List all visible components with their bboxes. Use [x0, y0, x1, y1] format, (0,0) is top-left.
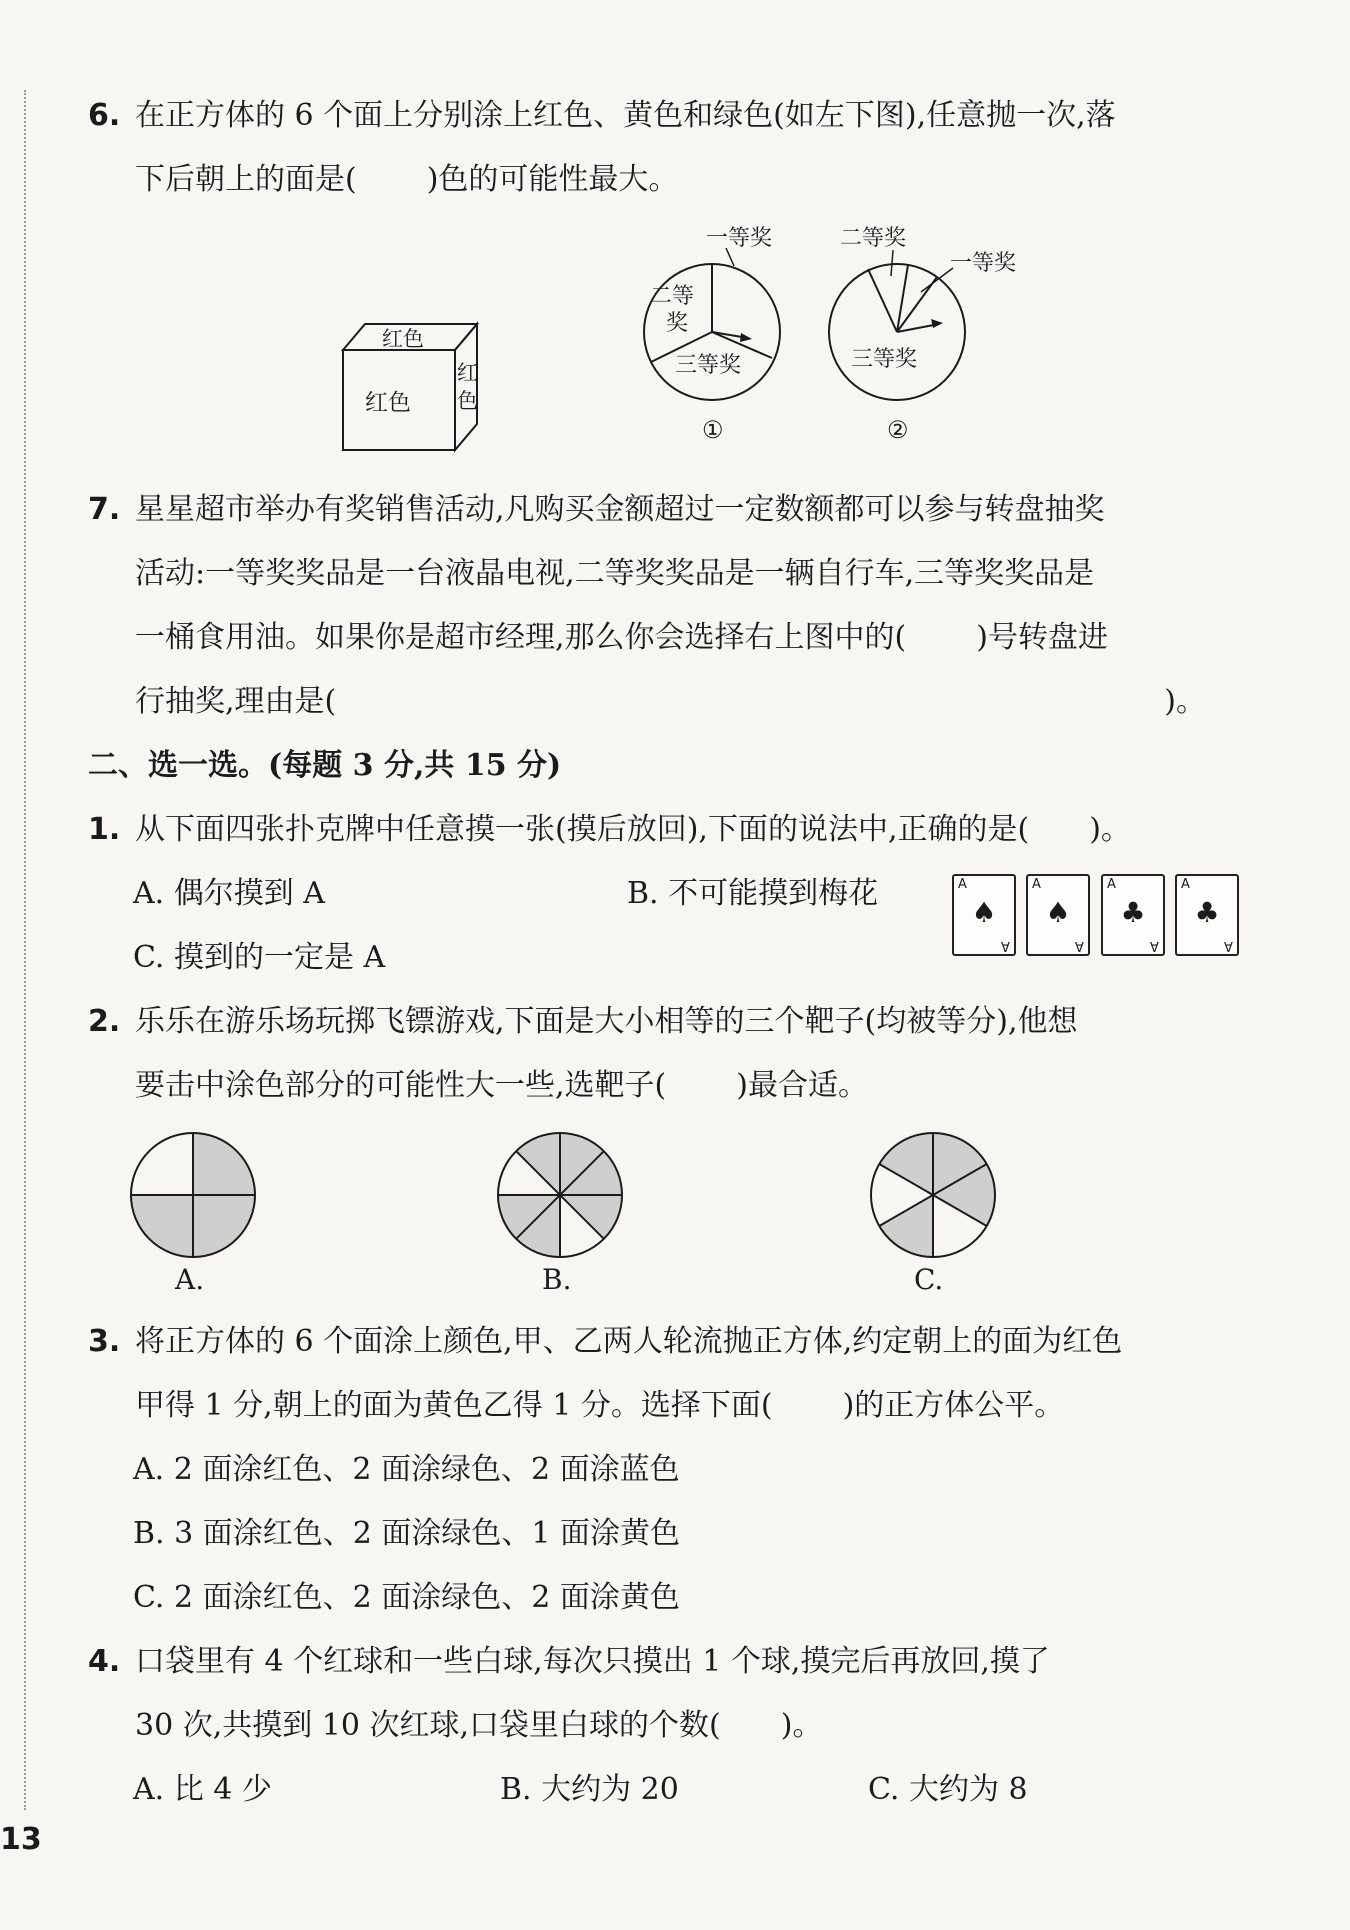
s2-question-4-option-a: A. 比 4 少: [133, 1772, 272, 1807]
s2-question-4-option-b: B. 大约为 20: [500, 1772, 679, 1807]
question-7-text-a: 一桶食用油。如果你是超市经理,那么你会选择右上图中的(: [135, 620, 907, 655]
spinner-2-caption: ②: [887, 416, 909, 444]
binding-margin-line: [24, 90, 26, 1810]
section-2-title: 二、选一选。(每题 3 分,共 15 分): [88, 748, 562, 783]
s2-question-1-option-c: C. 摸到的一定是 A: [133, 940, 386, 975]
card-rank-inverted: A: [1224, 938, 1233, 953]
s2-question-4-text-b: )。: [780, 1708, 823, 1743]
cube-side-label-2: 色: [457, 389, 478, 413]
cube-figure: [335, 320, 485, 455]
s2-question-3-option-a: A. 2 面涂红色、2 面涂绿色、2 面涂蓝色: [133, 1452, 680, 1487]
card-rank: A: [1032, 877, 1041, 892]
spinner-1-label-first: 一等奖: [706, 226, 773, 251]
club-icon: ♣: [1120, 896, 1146, 929]
spinner-1-label-second-a: 二等: [650, 284, 695, 309]
target-c-label: C.: [914, 1263, 944, 1296]
s2-question-1-text-a: 从下面四张扑克牌中任意摸一张(摸后放回),下面的说法中,正确的是(: [135, 812, 1030, 847]
spinner-2-label-first: 一等奖: [950, 251, 1017, 276]
cube-top-label: 红色: [382, 327, 424, 351]
spinner-1: [630, 220, 810, 460]
s2-question-2-line-1: 乐乐在游乐场玩掷飞镖游戏,下面是大小相等的三个靶子(均被等分),他想: [135, 1004, 1078, 1039]
s2-question-4-line-1: 口袋里有 4 个红球和一些白球,每次只摸出 1 个球,摸完后再放回,摸了: [135, 1644, 1050, 1679]
card-rank: A: [1107, 877, 1116, 892]
s2-question-4-line-2: [135, 1706, 822, 1746]
s2-question-2-text-a: 要击中涂色部分的可能性大一些,选靶子(: [135, 1068, 667, 1103]
spinner-2: [815, 220, 1045, 460]
question-7-text-d: )。: [1164, 684, 1206, 719]
s2-question-1-line-1: [135, 810, 1131, 850]
s2-question-1-option-b: B. 不可能摸到梅花: [627, 876, 879, 911]
cube-front-label: 红色: [365, 390, 411, 416]
s2-question-3-line-2: [135, 1386, 1064, 1426]
question-7-line-1: 星星超市举办有奖销售活动,凡购买金额超过一定数额都可以参与转盘抽奖: [135, 492, 1105, 527]
s2-question-3-text-b: )的正方体公平。: [842, 1388, 1065, 1423]
s2-question-3-text-a: 甲得 1 分,朝上的面为黄色乙得 1 分。选择下面(: [135, 1388, 773, 1423]
playing-card: [1175, 874, 1239, 956]
target-b: [495, 1130, 625, 1260]
s2-question-2-text-b: )最合适。: [736, 1068, 868, 1103]
target-a-label: A.: [175, 1263, 205, 1296]
spinner-2-label-third: 三等奖: [851, 347, 918, 372]
playing-card: [952, 874, 1016, 956]
question-6-line-2: [135, 160, 678, 200]
spinner-1-label-second-b: 奖: [666, 311, 689, 336]
card-rank-inverted: A: [1001, 938, 1010, 953]
club-icon: ♣: [1194, 896, 1220, 929]
s2-question-3-option-b: B. 3 面涂红色、2 面涂绿色、1 面涂黄色: [133, 1516, 680, 1551]
s2-question-2-line-2: [135, 1066, 868, 1106]
s2-question-1-text-b: )。: [1089, 812, 1131, 847]
question-7-line-4: [135, 682, 1206, 722]
s2-question-4-option-c: C. 大约为 8: [868, 1772, 1028, 1807]
spade-icon: ♠: [1045, 896, 1071, 929]
card-rank: A: [958, 877, 967, 892]
card-rank: A: [1181, 877, 1190, 892]
question-6-text-a: 下后朝上的面是(: [135, 162, 357, 197]
spade-icon: ♠: [971, 896, 997, 929]
s2-question-1-number: 1.: [88, 812, 121, 847]
spinner-1-label-third: 三等奖: [675, 353, 742, 378]
target-c: [868, 1130, 998, 1260]
playing-card: [1101, 874, 1165, 956]
question-6-line-1: 在正方体的 6 个面上分别涂上红色、黄色和绿色(如左下图),任意抛一次,落: [135, 98, 1116, 133]
question-7-line-2: 活动:一等奖奖品是一台液晶电视,二等奖奖品是一辆自行车,三等奖奖品是: [135, 556, 1095, 591]
s2-question-3-line-1: 将正方体的 6 个面涂上颜色,甲、乙两人轮流抛正方体,约定朝上的面为红色: [135, 1324, 1123, 1359]
question-7-text-b: )号转盘进: [976, 620, 1108, 655]
question-7-text-c: 行抽奖,理由是(: [135, 684, 337, 719]
card-rank-inverted: A: [1150, 938, 1159, 953]
target-b-label: B.: [542, 1263, 572, 1296]
question-7-line-3: [135, 618, 1108, 658]
s2-question-4-text-a: 30 次,共摸到 10 次红球,口袋里白球的个数(: [135, 1708, 721, 1743]
question-7-number: 7.: [88, 492, 121, 527]
question-6-number: 6.: [88, 98, 121, 133]
page-number: 13: [0, 1822, 42, 1857]
s2-question-2-number: 2.: [88, 1004, 121, 1039]
spinner-2-label-second: 二等奖: [840, 226, 907, 251]
target-a: [128, 1130, 258, 1260]
s2-question-3-option-c: C. 2 面涂红色、2 面涂绿色、2 面涂黄色: [133, 1580, 680, 1615]
s2-question-3-number: 3.: [88, 1324, 121, 1359]
playing-card: [1026, 874, 1090, 956]
spinner-1-caption: ①: [702, 416, 724, 444]
card-rank-inverted: A: [1075, 938, 1084, 953]
question-6-text-b: )色的可能性最大。: [426, 162, 679, 197]
s2-question-1-option-a: A. 偶尔摸到 A: [133, 876, 325, 911]
cube-side-label-1: 红: [457, 361, 478, 385]
s2-question-4-number: 4.: [88, 1644, 121, 1679]
